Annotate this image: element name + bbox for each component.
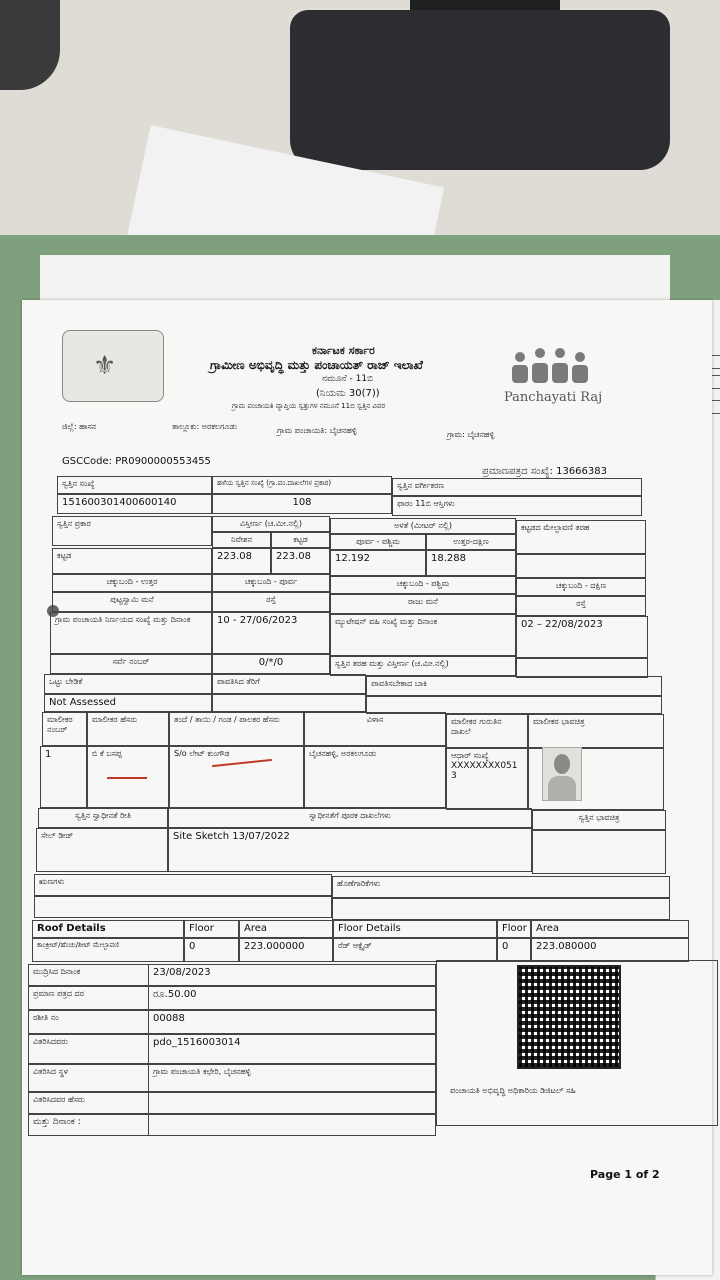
property-photo (532, 830, 666, 874)
rule-number: (ನಿಯಮ 30(7)) (316, 388, 380, 399)
classification-value: ಫಾರಂ 11ಬಿ ಆಸ್ತಿಗಳು (392, 496, 642, 516)
classification-label: ಸ್ವತ್ತಿನ ವರ್ಗೀಕರಣ (392, 478, 642, 496)
type-area-value (516, 658, 648, 678)
property-type-value: ಕಟ್ಟಡ (52, 548, 212, 574)
paid-tax-label: ಪಾವತಿಸಿದ ತೆರಿಗೆ (212, 674, 366, 694)
address-label: ವಿಳಾಸ (304, 712, 446, 746)
site-area-value: 223.08 (212, 548, 271, 574)
roof-floor: 0 (184, 938, 239, 962)
owner-name: ಬಿ ಕೆ ಬಸಪ್ಪ (87, 746, 169, 808)
govt-title: ಕರ್ನಾಟಕ ಸರ್ಕಾರ (312, 344, 375, 357)
owner-id (446, 748, 528, 810)
fee-label: ಪ್ರಮಾಣ ಪತ್ರದ ದರ (28, 986, 148, 1010)
monitor-stand (290, 10, 670, 170)
property-number-label: ಸ್ವತ್ತಿನ ಸಂಖ್ಯೆ (57, 476, 212, 494)
issue-place-label: ವಿತರಿಸಿದ ಸ್ಥಳ (28, 1064, 148, 1092)
east-west-value: 12.192 (330, 550, 426, 576)
issued-by-value: pdo_1516003014 (148, 1034, 436, 1064)
property-photo-label: ಸ್ವತ್ತಿನ ಭಾವಚಿತ್ರ (532, 810, 666, 830)
encumbrance-label: ಋಣಗಳು (34, 874, 332, 896)
north-boundary: ಪುಟ್ಟಸ್ವಾಮಿ ಮನೆ (52, 592, 212, 612)
taluk: ತಾಲ್ಲೂಕು: ಅರಕಲಗೂಡು (172, 422, 238, 431)
building-label: ಕಟ್ಟಡ (271, 532, 330, 548)
demand-value: Not Assessed (44, 694, 212, 712)
district: ಜಿಲ್ಲೆ: ಹಾಸನ (62, 422, 97, 431)
floor-details-title: Floor Details (333, 920, 497, 938)
logo-text: Panchayati Raj (504, 390, 603, 405)
id-number: XXXXXXXX0513 (451, 761, 518, 781)
digital-signature-label: ಪಂಚಾಯತಿ ಅಭಿವೃದ್ಧಿ ಅಧಿಕಾರಿಯ ಡಿಜಿಟಲ್ ಸಹಿ (450, 1086, 576, 1095)
issuer-name-label: ವಿತರಿಸಿದವರ ಹೆಸರು (28, 1092, 148, 1114)
floor-number: 0 (497, 938, 531, 962)
qr-code (517, 965, 621, 1069)
type-area-label: ಸ್ವತ್ತಿನ ತರಹ ಮತ್ತು ವಿಸ್ತೀರ್ಣ (ಚ.ಮೀ.ನಲ್ಲಿ) (330, 656, 516, 676)
sign-date-label: ಮತ್ತು ದಿನಾಂಕ : (28, 1114, 148, 1136)
south-boundary-label: ಚಕ್ಕುಬಂದಿ - ದಕ್ಷಿಣ (516, 578, 646, 596)
issue-place-value: ಗ್ರಾಮ ಪಂಚಾಯತಿ ಕಛೇರಿ, ಬೈಚನಹಳ್ಳಿ (148, 1064, 436, 1092)
dept-title: ಗ್ರಾಮೀಣ ಅಭಿವೃದ್ಧಿ ಮತ್ತು ಪಂಚಾಯತ್ ರಾಜ್ ಇಲಾಖೆ (210, 358, 423, 372)
ownership-docs-value: Site Sketch 13/07/2022 (168, 828, 532, 872)
floor-area-header: Area (531, 920, 689, 938)
survey-number-value: 0/*/0 (212, 654, 330, 674)
property-number: 151600301400600140 (57, 494, 212, 514)
sign-date-value (148, 1114, 436, 1136)
owner-photo-label: ಮಾಲೀಕರ ಭಾವಚಿತ್ರ (528, 714, 664, 748)
form-subtitle: ಗ್ರಾಮ ಪಂಚಾಯತಿ ವ್ಯಾಪ್ತಿಯ ಸ್ವತ್ತುಗಳ ನಮೂನೆ 11ಬಿ ಸ್ವತ್ತಿನ ವಿವರ (232, 402, 386, 410)
gsc-code: GSCCode: PR0900000553455 (62, 456, 211, 467)
roof-area-header: Area (239, 920, 333, 938)
receipt-label: ರಶೀತಿ ನಂ (28, 1010, 148, 1034)
form-11b-document (22, 300, 712, 1275)
east-west-label: ಪೂರ್ವ - ಪಶ್ಚಿಮ (330, 534, 426, 550)
owner-name-label: ಮಾಲೀಕರ ಹೆಸರು (87, 712, 169, 746)
fee-value: ರೂ.50.00 (148, 986, 436, 1010)
roof-type-value (516, 554, 646, 578)
liabilities-label: ಹೊಣೆಗಾರಿಕೆಗಳು (332, 876, 670, 898)
father-name-label: ತಂದೆ / ತಾಯಿ / ಗಂಡ / ಪಾಲಕರ ಹೆಸರು (169, 712, 304, 746)
north-south-value: 18.288 (426, 550, 516, 576)
karnataka-emblem: ⚜ (62, 330, 164, 402)
floor-area: 223.080000 (531, 938, 689, 962)
father-name: S/o ಲೇಟ್ ಕುಂಗೌಡ (169, 746, 304, 808)
issued-by-label: ವಿತರಿಸಿದವರು (28, 1034, 148, 1064)
building-area-value: 223.08 (271, 548, 330, 574)
old-number-label: ಹಳೆಯ ಸ್ವತ್ತಿನ ಸಂಖ್ಯೆ (ಗ್ರಾ.ಪಂ.ದಾಖಲೆಗಳ ಪ್ರಕಾರ) (212, 476, 392, 494)
ownership-mode-label: ಸ್ವತ್ತಿನ ಸ್ವಾಧೀನತೆ ರೀತಿ (38, 808, 168, 828)
west-boundary-label: ಚಕ್ಕುಬಂದಿ - ಪಶ್ಚಿಮ (330, 576, 516, 594)
north-boundary-label: ಚಕ್ಕುಬಂದಿ - ಉತ್ತರ (52, 574, 212, 592)
site-label: ನಿವೇಶನ (212, 532, 271, 548)
gp-resolution-value: 10 - 27/06/2023 (212, 612, 330, 654)
gp-resolution-label: ಗ್ರಾಮ ಪಂಚಾಯತಿ ನಿರ್ಣಯದ ಸಂಖ್ಯೆ ಮತ್ತು ದಿನಾಂಕ (50, 612, 212, 654)
id-type: ಆಧಾರ್ ಸಂಖ್ಯೆ (451, 751, 489, 760)
mutation-label: ಮ್ಯುಟೇಷನ್ ವಹಿ ಸಂಖ್ಯೆ ಮತ್ತು ದಿನಾಂಕ (330, 614, 516, 656)
balance-label: ಪಾವತಿಸಬೇಕಾದ ಬಾಕಿ (366, 676, 662, 696)
area-label: ವಿಸ್ತೀರ್ಣ (ಚ.ಮೀ.ನಲ್ಲಿ) (212, 516, 330, 532)
roof-floor-header: Floor (184, 920, 239, 938)
issuer-name-value (148, 1092, 436, 1114)
form-number: ನಮೂನೆ - 11ಬಿ (322, 374, 374, 384)
roof-area: 223.000000 (239, 938, 333, 962)
owner-photo (542, 747, 582, 801)
floor-floor-header: Floor (497, 920, 531, 938)
ownership-mode-value: ಸೇಲ್ ಡೀಡ್ (36, 828, 168, 872)
red-pen-mark (107, 777, 147, 779)
south-boundary: ರಸ್ತೆ (516, 596, 646, 616)
print-date: 23/08/2023 (148, 964, 436, 986)
demand-label: ಒಟ್ಟು ಬೇಡಿಕೆ (44, 674, 212, 694)
gram-panchayat: ಗ್ರಾಮ ಪಂಚಾಯತಿ: ಬೈಚನಹಳ್ಳಿ (277, 426, 357, 435)
paid-tax-value (212, 694, 366, 712)
owner-number-label: ಮಾಲೀಕರ ನಂಬರ್ (42, 712, 87, 746)
ownership-docs-label: ಸ್ವಾಧೀನತೆಗೆ ಪೂರಕ ದಾಖಲೆಗಳು (168, 808, 532, 828)
property-type-label: ಸ್ವತ್ತಿನ ಪ್ರಕಾರ (52, 516, 212, 546)
dimension-label: ಅಳತೆ (ಮೀಟರ್ ನಲ್ಲಿ) (330, 518, 516, 534)
encumbrance-value (34, 896, 332, 918)
village: ಗ್ರಾಮ: ಬೈಚನಹಳ್ಳಿ (447, 430, 495, 439)
east-boundary: ರಸ್ತೆ (212, 592, 330, 612)
page-number: Page 1 of 2 (590, 1168, 660, 1181)
id-doc-label: ಮಾಲೀಕರ ಗುರುತಿನ ದಾಖಲೆ (446, 714, 528, 748)
roof-details-title: Roof Details (32, 920, 184, 938)
floor-type: ರೆಡ್ ಆಕ್ಸೈಡ್ (333, 938, 497, 962)
mutation-value: 02 – 22/08/2023 (516, 616, 648, 658)
survey-number-label: ಸರ್ವೆ ನಂಬರ್ (50, 654, 212, 674)
west-boundary: ರಾಜು ಮನೆ (330, 594, 516, 614)
liabilities-value (332, 898, 670, 920)
roof-type-label: ಕಟ್ಟಡದ ಮೇಲ್ಛಾವಣಿ ತರಹ (516, 520, 646, 554)
certificate-number: ಪ್ರಮಾಣಪತ್ರದ ಸಂಖ್ಯೆ: 13666383 (482, 466, 607, 477)
owner-address: ಬೈಚನಹಳ್ಳಿ, ಅರಕಲಗೂಡು (304, 746, 446, 808)
owner-number: 1 (40, 746, 87, 808)
roof-type: ಕಾಂಕ್ರೀಟ್/ಹೆಂಚು/ಶೀಟ್ ಮೇಲ್ಛಾವಣಿ (32, 938, 184, 962)
north-south-label: ಉತ್ತರ-ದಕ್ಷಿಣ (426, 534, 516, 550)
east-boundary-label: ಚಕ್ಕುಬಂದಿ - ಪೂರ್ವ (212, 574, 330, 592)
receipt-value: 00088 (148, 1010, 436, 1034)
old-number: 108 (212, 494, 392, 514)
print-date-label: ಮುದ್ರಿಸಿದ ದಿನಾಂಕ (28, 964, 148, 986)
